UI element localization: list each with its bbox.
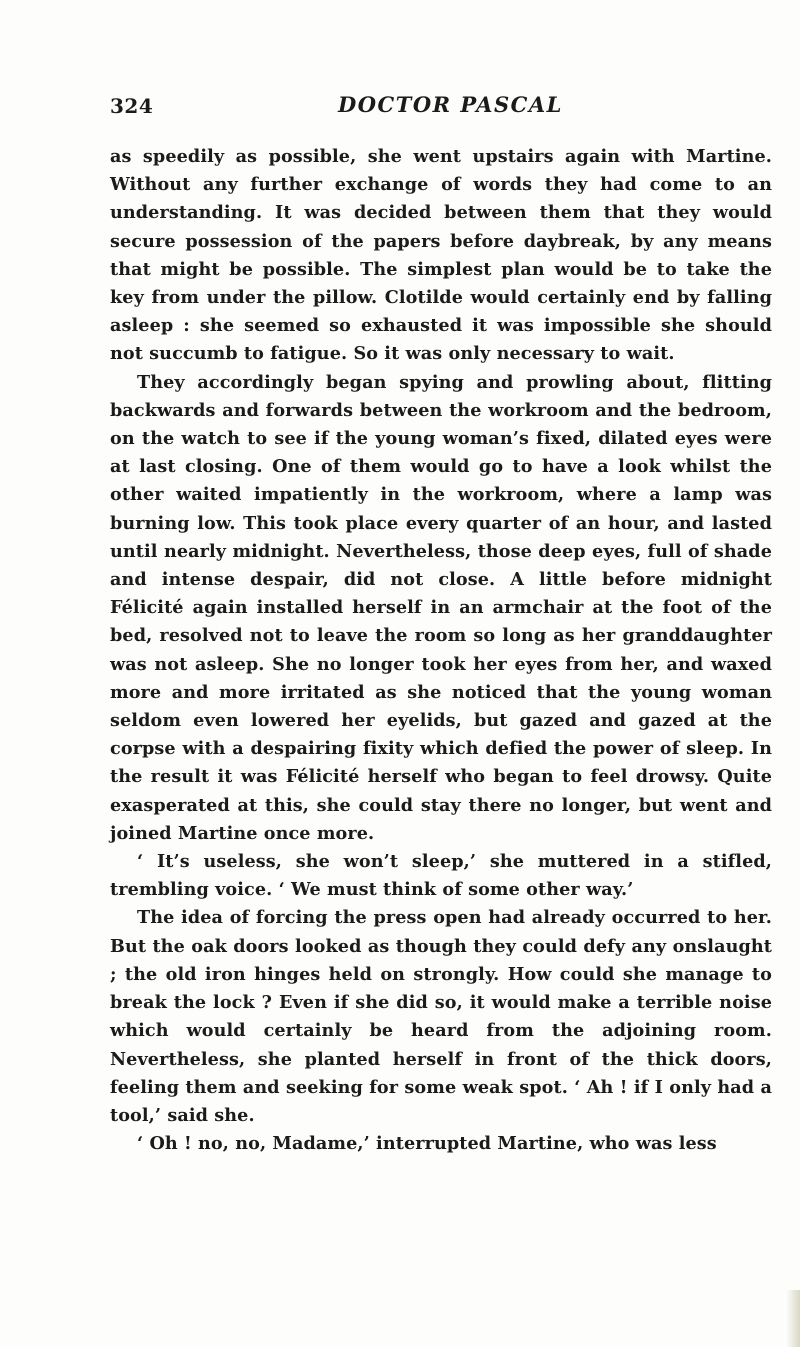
page-number: 324 [110, 94, 154, 118]
paragraph-3: ‘ It’s useless, she won’t sleep,’ she muttered in a stifled, trembling voice. ‘ We must think of some other way.’ [110, 851, 772, 901]
page-body [110, 143, 772, 1158]
paragraph-5: ‘ Oh ! no, no, Madame,’ interrupted Martine, who was less [137, 1133, 717, 1155]
page-edge-stain [786, 1290, 800, 1347]
page-header [0, 92, 800, 122]
paragraph-2: They accordingly began spying and prowling about, flitting backwards and forwards between the workroom and the bedroom, on the watch to see if the young woman’s fixed, dilated eyes were at last closing. One of them would go to have a look whilst the other waited impatiently in the workroom, where a lamp was burning low. This took place every quarter of an hour, and lasted until nearly midnight. Nevertheless, those deep eyes, full of shade and intense despair, did not close. A little before midnight Félicité again installed herself in an armchair at the foot of the bed, resolved not to leave the room so long as her granddaughter was not asleep. She no longer took her eyes from her, and waxed more and more irritated as she noticed that the young woman seldom even lowered her eyelids, but gazed and gazed at the corpse with a despairing fixity which defied the power of sleep. In the result it was Félicité herself who began to feel drowsy. Quite exasperated at this, she could stay there no longer, but went and joined Martine once more. [110, 371, 772, 844]
running-title: DOCTOR PASCAL [338, 92, 563, 117]
paragraph-1: as speedily as possible, she went upstairs again with Martine. Without any further exchange of words they had come to an understanding. It was decided between them that they would secure possession of the papers before daybreak, by any means that might be possible. The simplest plan would be to take the key from under the pillow. Clotilde would certainly end by falling asleep : she seemed so exhausted it was impossible she should not succumb to fatigue. So it was only necessary to wait. [110, 146, 772, 365]
paragraph-4: The idea of forcing the press open had already occurred to her. But the oak doors looked as though they could defy any onslaught ; the old iron hinges held on strongly. How could she manage to break the lock ? Even if she did so, it would make a terrible noise which would certainly be heard from the adjoining room. Nevertheless, she planted herself in front of the thick doors, feeling them and seeking for some weak spot. ‘ Ah ! if I only had a tool,’ said she. [110, 907, 772, 1126]
